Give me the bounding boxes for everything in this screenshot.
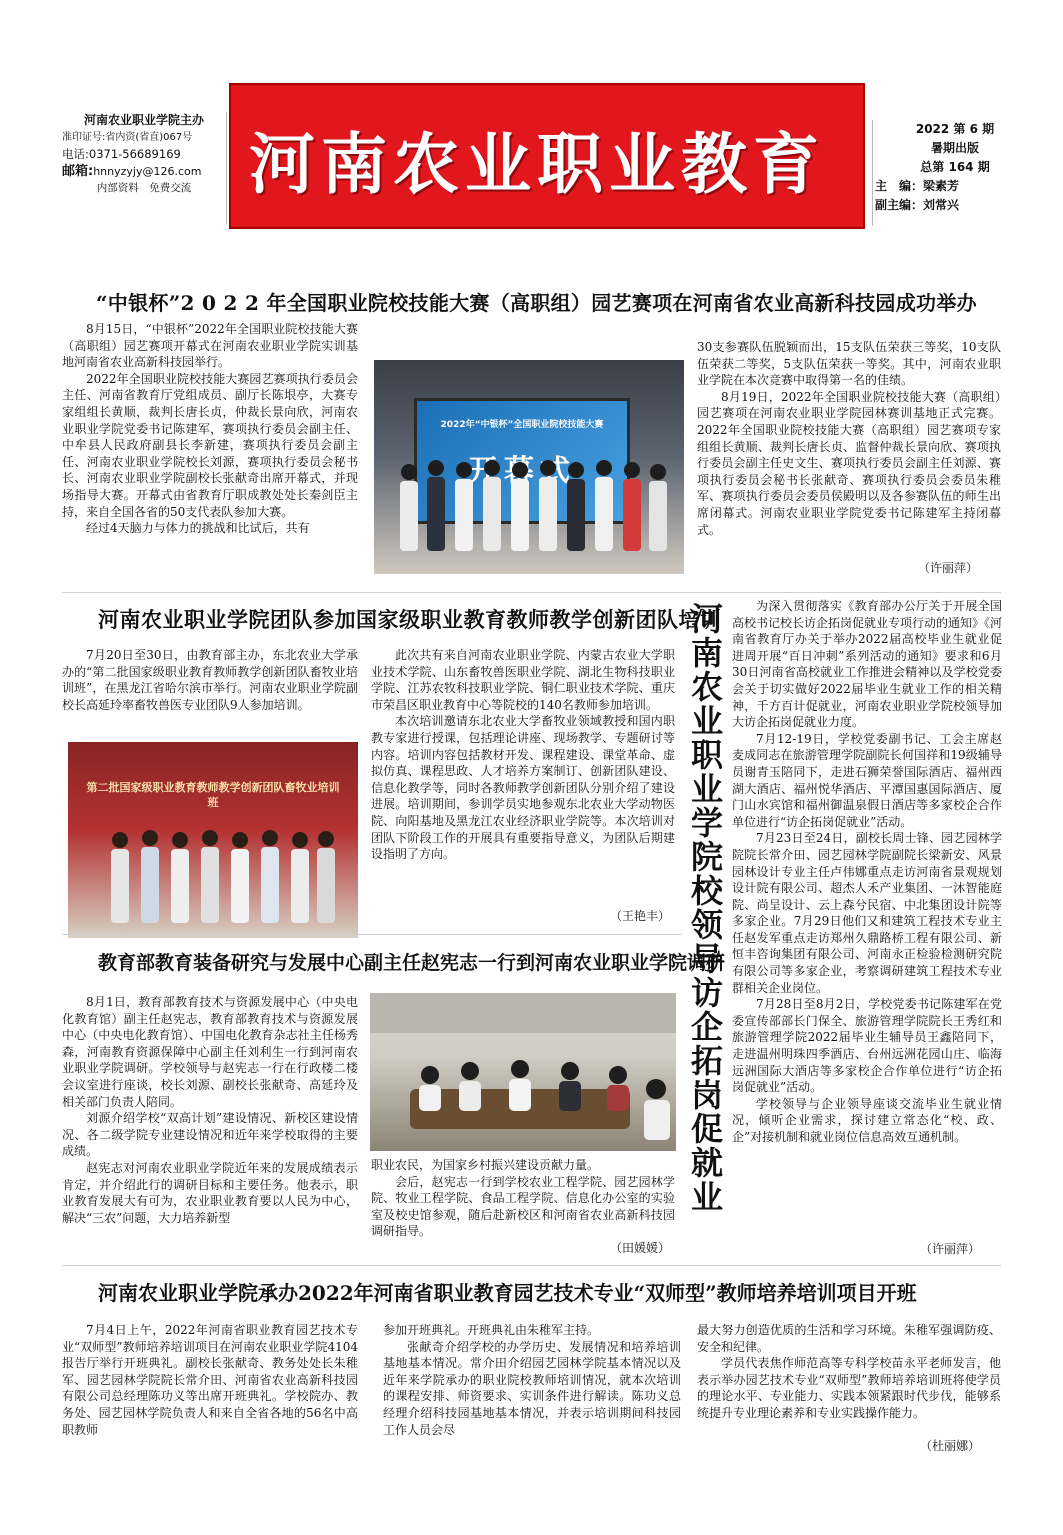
phone-text: 电话:0371-56689169 bbox=[62, 147, 181, 161]
article5-para: 参加开班典礼。开班典礼由朱稚军主持。 bbox=[383, 1323, 600, 1337]
chief-editor: 主 编：梁素芳 bbox=[875, 179, 960, 193]
article1-col3 bbox=[697, 339, 1001, 538]
people-group-figure bbox=[374, 360, 684, 574]
article1-para: 8月15日，“中银杯”2022年全国职业院校技能大赛（高职组）园艺赛项开幕式在河南农业职业学院实训基地河南省农业高新科技园举行。 bbox=[62, 322, 358, 370]
article4-para: 学校领导与企业领导座谈交流毕业生就业情况，倾听企业需求，探讨建立常态化“校、政、企”对接机制和就业岗位信息高效互通机制。 bbox=[732, 1096, 1002, 1144]
article2-col1 bbox=[62, 647, 358, 713]
article5-col1 bbox=[62, 1322, 358, 1438]
masthead-info-right bbox=[872, 120, 1035, 226]
article1-para: 8月19日，2022年全国职业院校技能大赛（高职组）园艺赛项在河南农业职业学院园林赛训基地正式完赛。2022年全国职业院校技能大赛（高职组）园艺赛项专家组组长黄顺、裁判长唐长贞、监督仲裁长景向欣、赛项执行委员会副主任史文生、赛项执行委员会副主任刘源、赛项执行委员会秘书长张献奇、赛项执行委员会委员朱稚军、赛项执行委员会委员侯殿明以及各参赛队伍的师生出席闭幕式。河南农业职业学院党委书记陈建军主持闭幕式。 bbox=[697, 389, 1001, 537]
article4-para: 为深入贯彻落实《教育部办公厅关于开展全国高校书记校长访企拓岗促就业专项行动的通知》《河南省教育厅办关于举办2022届高校毕业生就业促进周开展“百日冲刺”系列活动的通知》要求和6月30日河南省高校就业工作推进会精神以及学校党委会关于切实做好2022届毕业生就业工作的相关精神，千方百计促就业，河南农业职业学院校领导加大访企拓岗促就业力度。 bbox=[732, 599, 1003, 730]
article3-para: 8月1日，教育部教育技术与资源发展中心（中央电化教育馆）副主任赵宪志，教育部教育技术与资源发展中心（中央电化教育馆）、中国电化教育杂志社主任杨秀森，河南教育资源保障中心副主任刘利生一行到河南农业职业学院调研。学校领导与赵宪志一行在行政楼二楼会议室进行座谈，校长刘源、副校长张献奇、高延玲及相关部门负责人陪同。 bbox=[62, 995, 358, 1109]
article3-para: 赵宪志对河南农业职业学院近年来的发展成绩表示肯定，并介绍此行的调研目标和主要任务。他表示，职业教育发展大有可为，农业职业教育要以人民为中心，解决“三农”问题，大力培养新型 bbox=[62, 1160, 358, 1225]
article2-title: 河南农业职业学院团队参加国家级职业教育教师教学创新团队培训 bbox=[98, 607, 722, 632]
email-label: 邮箱: bbox=[62, 164, 94, 179]
article3-para: 刘源介绍学校“双高计划”建设情况、新校区建设情况、各二级学院专业建设情况和近年来学校取得的主要成绩。 bbox=[62, 1111, 358, 1159]
article3-photo bbox=[370, 993, 676, 1151]
article3-col1 bbox=[62, 994, 358, 1226]
article3-para: 会后，赵宪志一行到学校农业工程学院、园艺园林学院、牧业工程学院、食品工程学院、信息化办公室的实验室及校史馆参观，随后赴新校区和河南省农业高新科技园调研指导。 bbox=[371, 1174, 675, 1239]
people-group-figure bbox=[68, 742, 358, 938]
article1-col1 bbox=[62, 321, 358, 537]
masthead-title: 河南农业职业教育 bbox=[249, 125, 825, 203]
article2-para: 本次培训邀请东北农业大学畜牧业领域教授和国内职教专家进行授课，包括理论讲座、现场教学、专题研讨等内容。培训内容包括教材开发、课程建设、课堂革命、虚拟仿真、课程思政、人才培养方案制订、创新团队建设、信息化教学等，同时各教师教学创新团队分别介绍了建设进展。培训期间，参训学员实地参观东北农业大学动物医院、向阳基地及黑龙江农业经济职业学院等。本次培训对团队下阶段工作的开展具有重要指导意义，为团队后期建设指明了方向。 bbox=[371, 714, 675, 862]
article5-col2 bbox=[383, 1322, 681, 1438]
screen-banner: 2022年“中银杯”全国职业院校技能大赛 bbox=[440, 420, 604, 430]
article2-author: （王艳丰） bbox=[609, 909, 670, 923]
article5-para: 7月4日上午，2022年河南省职业教育园艺技术专业“双师型”教师培养培训项目在河南农业职业学院4104报告厅举行开班典礼。副校长张献奇、教务处处长朱稚军、园艺园林学院院长常介田、河南省农业高新科技园有限公司总经理陈功义等出席开班典礼。学校院办、教务处、园艺园林学院负责人和来自全省各地的56名中高职教师 bbox=[62, 1323, 358, 1437]
section-divider bbox=[62, 592, 1001, 593]
deputy-editor: 副主编：刘常兴 bbox=[875, 198, 960, 212]
issue-number: 2022 第 6 期 bbox=[915, 122, 995, 136]
article4-para: 7月23日至24日，副校长周士锋、园艺园林学院院长常介田、园艺园林学院副院长梁新安、风景园林设计专业主任卢伟娜重点走访河南省景观规划设计院有限公司、超杰人禾产业集团、一沐智能庭院、尚呈设计、云上森兮民宿、中北集团设计院等多家企业。7月29日他们又和建筑工程技术专业主任赵发军重点走访郑州久鼎路桥工程有限公司、新恒丰咨询集团有限公司、河南永正检验检测研究院有限公司等多家企业，考察调研建筑工程技术专业群相关企业岗位。 bbox=[732, 831, 1002, 995]
photo-banner-text: 第二批国家级职业教育教师教学创新团队畜牧业培训班 bbox=[86, 781, 340, 809]
article4-author: （许丽萍） bbox=[919, 1242, 980, 1256]
section-divider bbox=[62, 1265, 1001, 1266]
free-note: 内部资料 免费交流 bbox=[96, 182, 192, 194]
edition-text: 暑期出版 bbox=[930, 141, 979, 155]
article4-body bbox=[732, 598, 1002, 1146]
masthead-info-left bbox=[62, 112, 227, 224]
article5-para: 张献奇介绍学校的办学历史、发展情况和培养培训基地基本情况。常介田介绍园艺园林学院基本情况以及近年来学院承办的职业院校教师培训情况，就本次培训的课程安排、师资要求、实训条件进行解读。陈功义总经理介绍科技园基地基本情况，并表示培训期间科技园工作人员会尽 bbox=[383, 1339, 681, 1437]
article4-para: 7月28日至8月2日，学校党委书记陈建军在党委宣传部部长门保全、旅游管理学院院长王秀红和旅游管理学院2022届毕业生辅导员王鑫陪同下，走进温州明珠四季酒店、台州远洲花园山庄、临海远洲国际大酒店等多家校企合作单位进行“访企拓岗促就业”活动。 bbox=[732, 997, 1002, 1095]
masthead-banner bbox=[229, 83, 865, 229]
article5-title: 河南农业职业学院承办2022年河南省职业教育园艺技术专业“双师型”教师培养培训项目开班 bbox=[98, 1281, 917, 1305]
article5-para: 学员代表焦作师范高等专科学校苗永平老师发言，他表示举办园艺技术专业“双师型”教师培养培训班将使学员的理论水平、专业能力、实践本领紧跟时代步伐，能够系统提升专业理论素养和专业实践操作能力。 bbox=[697, 1356, 1001, 1420]
article1-photo bbox=[374, 360, 684, 574]
permit-text: 准印证号:省内资(省直)067号 bbox=[62, 132, 193, 143]
article1-author: （许丽萍） bbox=[917, 561, 978, 575]
article5-para: 最大努力创造优质的生活和学习环境。朱稚军强调防疫、安全和纪律。 bbox=[697, 1323, 1001, 1354]
article1-para: 30支参赛队伍脱颖而出，15支队伍荣获三等奖，10支队伍荣获二等奖，5支队伍荣获一等奖。其中，河南农业职业学院在本次竞赛中取得第一名的佳绩。 bbox=[697, 340, 1001, 388]
article3-author: （田媛媛） bbox=[609, 1241, 670, 1255]
article3-para: 职业农民，为国家乡村振兴建设贡献力量。 bbox=[371, 1158, 600, 1172]
article4-para: 7月12-19日，学校党委副书记、工会主席赵麦成同志在旅游管理学院副院长何国祥和19级辅导员谢青玉陪同下，走进石狮荣誉国际酒店、福州西湖大酒店、福州悦华酒店、平潭国惠国际酒店、厦门山水宾馆和福州御温泉假日酒店等多家校企合作单位进行“访企拓岗促就业”活动。 bbox=[732, 731, 1002, 829]
article3-title: 教育部教育装备研究与发展中心副主任赵宪志一行到河南农业职业学院调研 bbox=[98, 952, 726, 974]
article5-author: （杜丽娜） bbox=[919, 1439, 980, 1453]
email-line bbox=[62, 163, 226, 180]
article4-title: 河南农业职业学院校领导访企拓岗促就业 bbox=[686, 602, 724, 1214]
section-divider bbox=[62, 934, 682, 935]
article2-photo bbox=[68, 742, 358, 938]
article1-title: “中银杯”2 0 2 2 年全国职业院校技能大赛（高职组）园艺赛项在河南省农业高新科技园成功举办 bbox=[96, 291, 977, 315]
sponsor-text: 河南农业职业学院主办 bbox=[83, 113, 204, 127]
article5-col3 bbox=[697, 1322, 1001, 1422]
email-address: hnnyzyjy@126.com bbox=[93, 165, 202, 178]
meeting-room-figure bbox=[370, 993, 676, 1151]
article1-para: 经过4天脑力与体力的挑战和比试后，共有 bbox=[86, 521, 310, 536]
article2-para: 此次共有来自河南农业职业学院、内蒙古农业大学职业技术学院、山东畜牧兽医职业学院、湖北生物科技职业学院、江苏农牧科技职业学院、铜仁职业技术学院、重庆市荣昌区职业教育中心等院校的140名教师参加培训。 bbox=[371, 648, 675, 712]
article1-para: 2022年全国职业院校技能大赛园艺赛项执行委员会主任、河南省教育厅党组成员、副厅长陈垠亭，大赛专家组组长黄顺，裁判长唐长贞，仲裁长景向欣，河南农业职业学院党委书记陈建军，赛项执行委员会副主任、中牟县人民政府副县长李新建，赛项执行委员会副主任、河南农业职业学院校长刘源，赛项执行委员会秘书长、河南农业职业学院副校长张献奇出席开幕式，并现场指导大赛。开幕式由省教育厅职成教处处长秦剑臣主持，来自全国各省的50支代表队参加大赛。 bbox=[62, 371, 358, 519]
article2-col2 bbox=[371, 647, 675, 863]
total-issue: 总第 164 期 bbox=[920, 160, 990, 174]
article3-col2 bbox=[371, 1157, 675, 1240]
article2-para: 7月20日至30日，由教育部主办，东北农业大学承办的“第二批国家级职业教育教师教学创新团队畜牧业培训班”，在黑龙江省哈尔滨市举行。河南农业职业学院副校长高延玲率畜牧兽医专业团队9人参加培训。 bbox=[62, 648, 358, 712]
